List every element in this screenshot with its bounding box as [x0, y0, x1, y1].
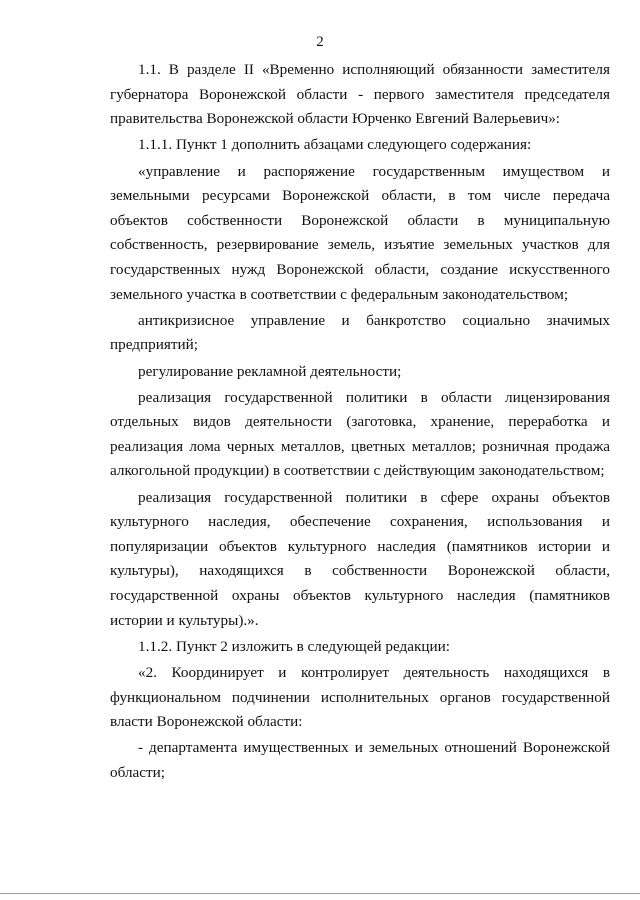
page-bottom-divider	[0, 893, 640, 894]
paragraph-anti-crisis: антикризисное управление и банкротство социально значимых предприятий;	[110, 311, 610, 354]
document-body	[110, 58, 610, 787]
paragraph-advertising: регулирование рекламной деятельности;	[138, 362, 402, 380]
paragraph-1-1: 1.1. В разделе II «Временно исполняющий обязанности заместителя губернатора Воронежской области - первого заместителя председателя правительства Воронежской области Юрченко Евгений Валерьевич»:	[110, 61, 610, 128]
paragraph-licensing: реализация государственной политики в области лицензирования отдельных видов деятельности (заготовка, хранение, переработка и реализация лома черных металлов, цветных металлов; розничная продажа алкогольной продукции) в соответствии с действующим законодательством;	[110, 388, 610, 480]
paragraph-coordination: «2. Координирует и контролирует деятельность находящихся в функциональном подчинении исполнительных органов государственной власти Воронежской области:	[110, 664, 610, 731]
paragraph-1-1-1: 1.1.1. Пункт 1 дополнить абзацами следующего содержания:	[138, 136, 532, 154]
paragraph-cultural-heritage: реализация государственной политики в сфере охраны объектов культурного наследия, обеспечение сохранения, использования и популяризации объектов культурного наследия (памятников истории и культуры), находящихся в собственности Воронежской области, государственной охраны объектов культурного наследия (памятников истории и культуры).».	[110, 488, 610, 629]
paragraph-department: - департамента имущественных и земельных отношений Воронежской области;	[110, 739, 610, 781]
paragraph-property-management: «управление и распоряжение государственным имуществом и земельными ресурсами Воронежской области, в том числе передача объектов собственности Воронежской области в муниципальную собственность, резервирование земель, изъятие земельных участков для государственных нужд Воронежской области, создание искусственного земельного участка в соответствии с федеральным законодательством;	[110, 162, 610, 303]
page-number: 2	[316, 34, 324, 50]
paragraph-1-1-2: 1.1.2. Пункт 2 изложить в следующей редакции:	[138, 637, 451, 655]
